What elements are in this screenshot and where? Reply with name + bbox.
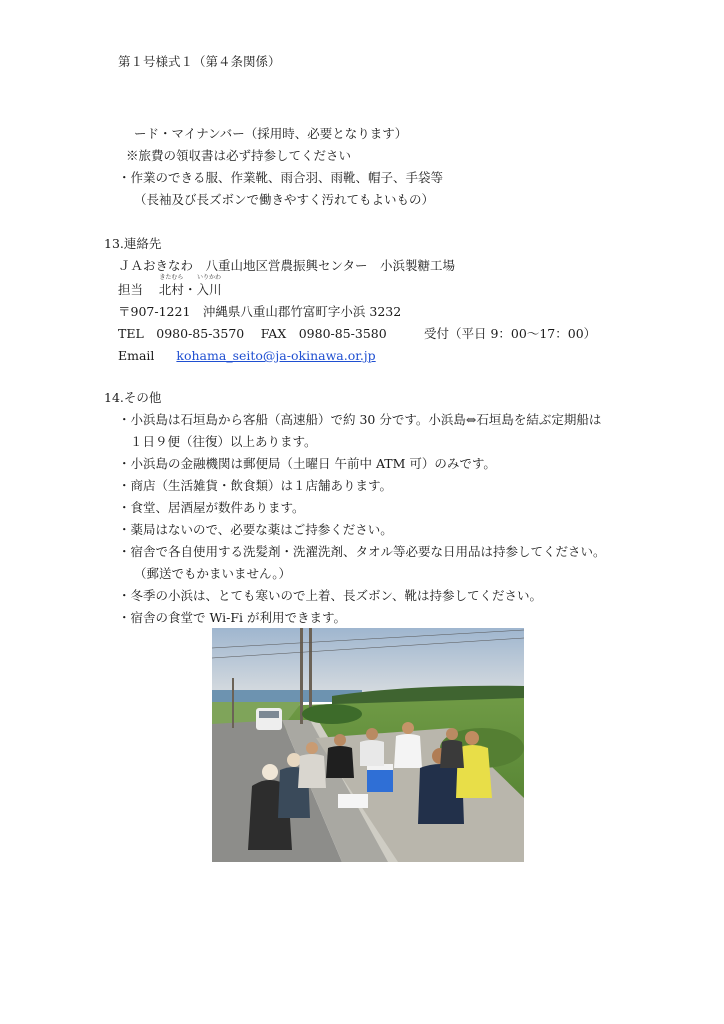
info-toiletries-note: （郵送でもかまいません。） (134, 566, 292, 581)
info-wifi: ・宿舎の食堂で Wi-Fi が利用できます。 (118, 610, 346, 625)
org-name: ＪＡおきなわ 八重山地区営農振興センター 小浜製糖工場 (118, 258, 456, 273)
info-winter: ・冬季の小浜は、とても寒いので上着、長ズボン、靴は持参してください。 (118, 588, 543, 603)
contact-name-kitamura-reading: きたむら (159, 274, 184, 281)
address: 〒907-1221 沖縄県八重山郡竹富町字小浜 3232 (118, 304, 402, 319)
info-ferry-cont: １日９便（往復）以上あります。 (130, 434, 317, 449)
item-workwear-note: （長袖及び長ズボンで働きやすく汚れてもよいもの） (134, 192, 435, 207)
contact-name-kitamura: きたむら 北村 (158, 274, 184, 297)
email-row (118, 348, 376, 364)
section-13-heading: 13.連絡先 (104, 236, 162, 251)
item-workwear: ・作業のできる服、作業靴、雨合羽、雨靴、帽子、手袋等 (118, 170, 444, 185)
group-photo-illustration (212, 628, 524, 862)
contact-separator: ・ (183, 282, 197, 297)
contact-person (118, 274, 222, 298)
group-photo (212, 628, 524, 862)
email-label: Email (118, 348, 155, 363)
section-14-heading: 14.その他 (104, 390, 162, 405)
office-hours: 受付（平日 9：00～17：00） (424, 326, 597, 341)
info-bank: ・小浜島の金融機関は郵便局（土曜日 午前中 ATM 可）のみです。 (118, 456, 496, 471)
info-shop: ・商店（生活雑貨・飲食類）は１店舗あります。 (118, 478, 393, 493)
info-ferry: ・小浜島は石垣島から客船（高速船）で約 30 分です。小浜島⇔石垣島を結ぶ定期船は (118, 412, 602, 427)
contact-name-irikawa-reading: いりかわ (196, 274, 221, 281)
info-pharmacy: ・薬局はないので、必要な薬はご持参ください。 (118, 522, 393, 537)
contact-name-irikawa: いりかわ 入川 (196, 274, 222, 297)
info-restaurants: ・食堂、居酒屋が数件あります。 (118, 500, 305, 515)
tel-fax: TEL 0980-85-3570 FAX 0980-85-3580 (118, 326, 387, 341)
item-mynumber: ード・マイナンバー（採用時、必要となります） (134, 126, 408, 141)
info-toiletries: ・宿舎で各自使用する洗髪剤・洗濯洗剤、タオル等必要な日用品は持参してください。 (118, 544, 606, 559)
contact-label: 担当 (118, 282, 144, 297)
form-title: 第１号様式１（第４条関係） (118, 54, 281, 69)
note-receipt: ※旅費の領収書は必ず持参してください (126, 148, 352, 163)
email-link[interactable]: kohama_seito@ja-okinawa.or.jp (176, 348, 376, 363)
